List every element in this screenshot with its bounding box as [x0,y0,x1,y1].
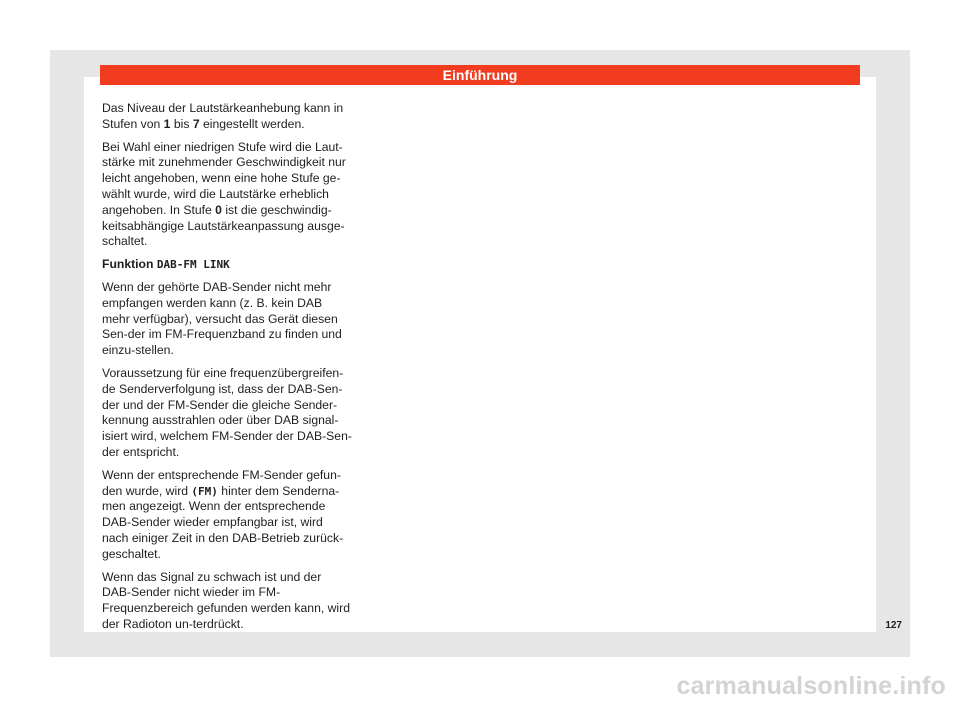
paragraph-fm-found: Wenn der entsprechende FM-Sender gefun-den wurde, wird (FM) hinter dem Senderna-men angezeigt. Wenn der entsprechende DAB-Sender wieder empfangbar ist, wird nach einiger Zeit in den DAB-Betrieb zurück-geschaltet. [102,467,344,561]
page-number: 127 [885,620,902,631]
section-title: Einführung [442,67,518,83]
section-header [100,65,860,85]
paragraph-volume-levels: Das Niveau der Lautstärkeanhebung kann in Stufen von 1 bis 7 eingestellt werden. [102,101,344,131]
paragraph-dab-lost: Wenn der gehörte DAB-Sender nicht mehr empfangen werden kann (z. B. kein DAB mehr verfügbar), versucht das Gerät diesen Sen-der im FM-Frequenzband zu finden und einzu-stellen. [102,279,342,358]
watermark: carmanualsonline.info [676,672,946,700]
paragraph-speed-volume: Bei Wahl einer niedrigen Stufe wird die Laut-stärke mit zunehmender Geschwindigkeit nur leicht angehoben, wenn eine hohe Stufe ge-wählt wurde, wird die Lautstärke erheblich angehoben. In Stufe 0 ist die geschwindig-keitsabhängige Lautstärkeanpassung ausge-schaltet. [102,139,346,249]
paragraph-prerequisite: Voraussetzung für eine frequenzübergreifen-de Senderverfolgung ist, dass der DAB-Sen-der und der FM-Sender die gleiche Sender-kennung ausstrahlen oder über DAB signal-isiert wird, welchem FM-Sender der DAB-Sen-der entspricht. [102,365,352,459]
text-column [102,101,352,640]
paragraph-signal-weak: Wenn das Signal zu schwach ist und der DAB-Sender nicht wieder im FM-Frequenzbereich gefunden werden kann, wird der Radioton un-terdrückt. [102,569,350,631]
heading-dab-fm-link: Funktion DAB-FM LINK [102,257,230,272]
